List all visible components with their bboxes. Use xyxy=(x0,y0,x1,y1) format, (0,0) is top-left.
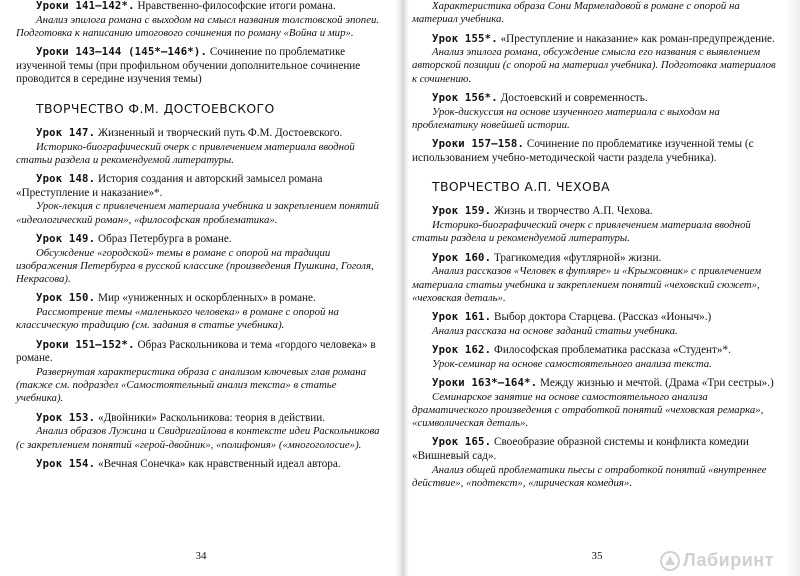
right-page xyxy=(412,0,782,576)
lesson-description: Анализ рассказа на основе заданий статьи учебника. xyxy=(432,324,678,337)
lesson-number: Урок 154. xyxy=(36,457,96,470)
lesson-heading xyxy=(16,292,386,306)
lesson-description: Анализ образов Лужина и Свидригайлова в контексте идеи Раскольникова (с закреплением понятий «герой-двойник», «полифония» («многоголосие»). xyxy=(16,425,380,451)
lesson-title: Жизнь и творчество А.П. Чехова. xyxy=(494,205,653,218)
lesson-heading xyxy=(16,412,386,426)
lesson-title: Своеобразие образной системы и конфликта комедии «Вишневый сад». xyxy=(412,436,749,462)
lesson-heading xyxy=(412,436,782,463)
lesson-number: Урок 153. xyxy=(36,411,96,424)
lesson-heading xyxy=(16,46,386,87)
lesson-title: Мир «униженных и оскорбленных» в романе. xyxy=(98,292,316,305)
lesson-heading xyxy=(412,138,782,165)
lesson-number: Урок 161. xyxy=(432,311,492,324)
lesson-description: Историко-биографический очерк с привлечением материала вводной статьи раздела и рекомендуемой литературы. xyxy=(16,140,355,166)
lesson-title: Образ Раскольникова и тема «гордого человека» в романе. xyxy=(16,338,376,365)
page-number-right: 35 xyxy=(591,550,603,562)
lesson-number: Урок 165. xyxy=(432,436,492,449)
lesson-description: Анализ эпилога романа с выходом на смысл названия толстовской эпопеи. Подготовка к написанию итогового сочинения по роману «Война и мир». xyxy=(16,13,380,39)
lesson-number: Урок 148. xyxy=(36,173,96,186)
lesson-item xyxy=(16,46,386,87)
labirint-watermark xyxy=(659,550,774,572)
lesson-heading xyxy=(16,0,386,14)
lesson-title: Сочинение по проблематике изученной темы (при профильном обучении дополнительное сочинение проводится в середине изучения темы) xyxy=(16,46,361,86)
left-lessons xyxy=(16,127,386,472)
lesson-heading xyxy=(16,233,386,247)
page-edge xyxy=(784,0,800,576)
lesson-description: Урок-лекция с привлечением материала учебника и закреплением понятий «идеологический роман», «философская проблематика». xyxy=(16,200,379,226)
lesson-item xyxy=(412,252,782,305)
lesson-title: Жизненный и творческий путь Ф.М. Достоевского. xyxy=(98,126,343,139)
left-top-lessons xyxy=(16,0,386,87)
lesson-item xyxy=(412,344,782,371)
lesson-item xyxy=(412,33,782,86)
lesson-item xyxy=(412,92,782,132)
book-gutter xyxy=(395,0,409,576)
lesson-title: Выбор доктора Старцева. (Рассказ «Ионыч».) xyxy=(494,311,712,324)
page-number-left: 34 xyxy=(195,550,207,562)
lesson-description: Анализ эпилога романа, обсуждение смысла его названия с выявлением авторской позиции (с опорой на материал учебника). Подготовка материалов к сочинению. xyxy=(412,46,776,85)
labirint-logo-icon xyxy=(659,550,681,572)
lesson-number: Уроки 151—152*. xyxy=(36,338,135,351)
intro-text: Характеристика образа Сони Мармеладовой в романе с опорой на материал учебника. xyxy=(412,0,740,26)
lesson-title: Достоевский и современность. xyxy=(500,92,648,105)
lesson-heading xyxy=(412,205,782,219)
lesson-item xyxy=(16,339,386,406)
lesson-heading xyxy=(16,173,386,200)
lesson-description: Рассмотрение темы «маленького человека» в романе с опорой на классическую традицию (см. задания в статье учебника). xyxy=(16,306,339,332)
lesson-item xyxy=(412,377,782,430)
lesson-heading xyxy=(16,458,386,472)
lesson-heading xyxy=(412,377,782,391)
lesson-number: Урок 149. xyxy=(36,232,96,245)
left-page xyxy=(16,0,386,576)
lesson-number: Уроки 157—158. xyxy=(432,138,525,151)
section-title-chekhov: ТВОРЧЕСТВО А.П. ЧЕХОВА xyxy=(432,179,610,195)
lesson-item xyxy=(16,173,386,227)
lesson-description: Развернутая характеристика образа с анализом ключевых глав романа (также см. подраздел «Самостоятельный анализ текста» в статье учебника). xyxy=(16,365,367,405)
lesson-number: Урок 162. xyxy=(432,344,492,357)
lesson-item xyxy=(16,458,386,472)
lesson-description: Обсуждение «городской» темы в романе с опорой на традиции изображения Петербурга в русской классике (произведения Пушкина, Гоголя, Некрасова). xyxy=(16,246,374,286)
lesson-heading xyxy=(412,92,782,106)
lesson-title: Трагикомедия «футлярной» жизни. xyxy=(494,251,662,264)
lesson-description: Анализ общей проблематики пьесы с отработкой понятий «внутреннее действие», «подтекст», «лирическая комедия». xyxy=(412,463,767,489)
lesson-item xyxy=(16,292,386,332)
lesson-heading xyxy=(412,311,782,325)
lesson-title: История создания и авторский замысел романа «Преступление и наказание»*. xyxy=(16,173,323,199)
lesson-number: Урок 155*. xyxy=(432,32,498,45)
lesson-number: Уроки 143—144 (145*—146*). xyxy=(36,46,208,59)
lesson-heading xyxy=(412,252,782,266)
lesson-item xyxy=(412,205,782,245)
lesson-description: Анализ рассказов «Человек в футляре» и «Крыжовник» с привлечением материала статьи учебника и закреплением понятий «чеховский сюжет», «чеховская деталь». xyxy=(412,265,762,304)
lesson-title: Образ Петербурга в романе. xyxy=(98,232,232,245)
lesson-description: Семинарское занятие на основе самостоятельного анализа драматического произведения с отработкой понятий «чеховская ремарка», «символическая деталь». xyxy=(412,390,764,430)
lesson-description: Историко-биографический очерк с привлечением материала вводной статьи раздела и рекомендуемой литературы. xyxy=(412,219,751,245)
intro-block xyxy=(412,0,782,27)
lesson-heading xyxy=(412,33,782,47)
lesson-title: «Вечная Сонечка» как нравственный идеал автора. xyxy=(98,457,341,470)
watermark-text: Лабиринт xyxy=(682,549,774,570)
lesson-item xyxy=(16,0,386,40)
lesson-number: Уроки 141—142*. xyxy=(36,0,135,12)
lesson-title: Между жизнью и мечтой. (Драма «Три сестры».) xyxy=(540,376,774,389)
lesson-description: Урок-семинар на основе самостоятельного анализа текста. xyxy=(432,357,712,370)
lesson-number: Урок 160. xyxy=(432,251,492,264)
lesson-number: Урок 150. xyxy=(36,292,96,305)
lesson-item xyxy=(412,138,782,165)
lesson-item xyxy=(16,233,386,286)
lesson-title: Сочинение по проблематике изученной темы (с использованием учебно-методической части раздела учебника). xyxy=(412,138,754,164)
lesson-description: Урок-дискуссия на основе изученного материала с выходом на проблематику новейшей истории. xyxy=(412,105,720,131)
lesson-number: Урок 159. xyxy=(432,205,492,218)
lesson-heading xyxy=(16,127,386,141)
lesson-heading xyxy=(16,339,386,366)
lesson-title: Философская проблематика рассказа «Студент»*. xyxy=(494,344,731,357)
lesson-item xyxy=(16,412,386,452)
lesson-number: Урок 156*. xyxy=(432,92,498,105)
lesson-number: Урок 147. xyxy=(36,126,96,139)
lesson-item xyxy=(16,127,386,167)
lesson-title: «Двойники» Раскольникова: теория в действии. xyxy=(98,411,325,424)
right-lessons xyxy=(412,205,782,490)
lesson-title: Нравственно-философские итоги романа. xyxy=(137,0,336,12)
lesson-number: Уроки 163*—164*. xyxy=(432,376,538,389)
lesson-heading xyxy=(412,344,782,358)
section-title-dostoevsky: ТВОРЧЕСТВО Ф.М. ДОСТОЕВСКОГО xyxy=(36,100,275,116)
lesson-item xyxy=(412,311,782,338)
right-top-lessons xyxy=(412,33,782,166)
lesson-title: «Преступление и наказание» как роман-предупреждение. xyxy=(500,32,775,45)
lesson-item xyxy=(412,436,782,490)
